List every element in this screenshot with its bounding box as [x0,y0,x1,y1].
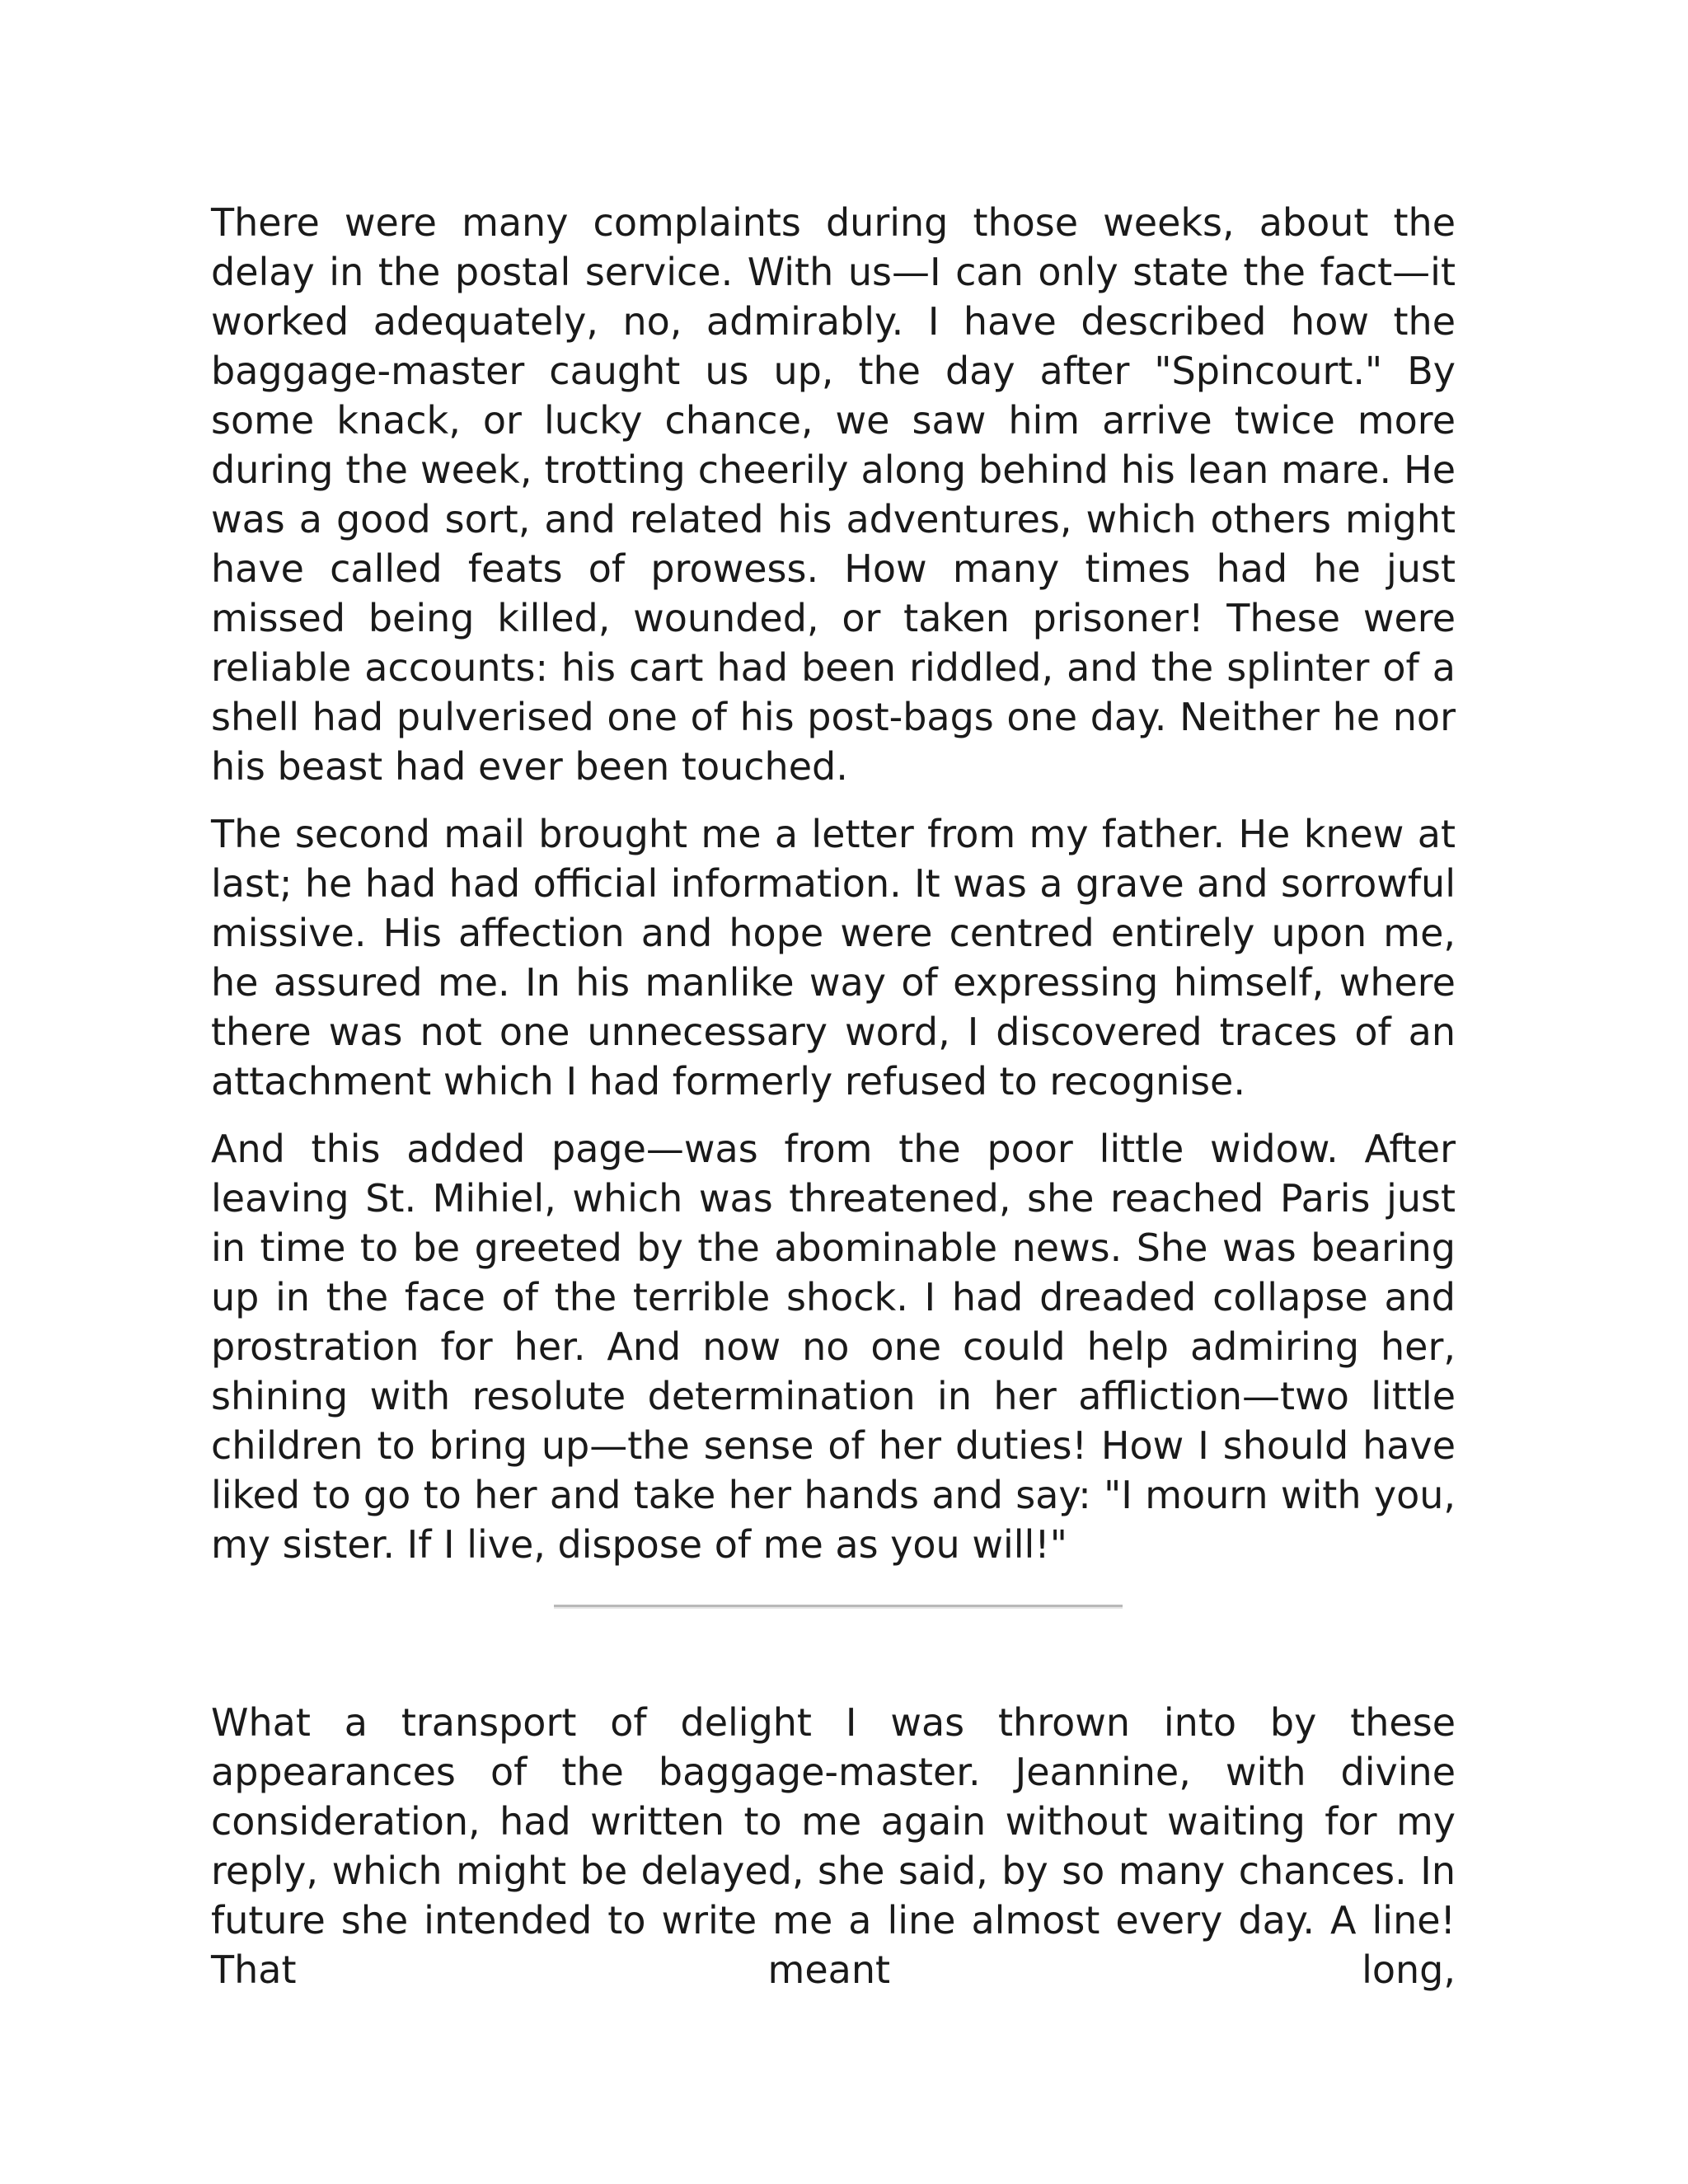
paragraph-father-letter: The second mail brought me a letter from my father. He knew at last; he had had official information. It was a grave and sorrowful missive. His affection and hope were centred entirely upon me, he assured me. In his manlike way of expressing himself, where there was not one unnecessary word, I discovered traces of an attachment which I had formerly refused to recognise. [211,812,1456,1104]
section-two [211,1698,1456,2013]
paragraph-widow-letter: And this added page—was from the poor little widow. After leaving St. Mihiel, which was threatened, she reached Paris just in time to be greeted by the abominable news. She was bearing up in the face of the terrible shock. I had dreaded collapse and prostration for her. And now no one could help admiring her, shining with resolute determination in her affliction—two little children to bring up—the sense of her duties! How I should have liked to go to her and take her hands and say: "I mourn with you, my sister. If I live, dispose of me as you will!" [211,1127,1456,1567]
paragraph-baggage-master-delight: What a transport of delight I was thrown into by these appearances of the baggage-master. Jeannine, with divine consideration, had written to me again without waiting for my reply, which might be delayed, she said, by so many chances. In future she intended to write me a line almost every day. A line! That meant long, [211,1700,1456,1992]
section-one [211,198,1456,1587]
section-divider [554,1605,1123,1609]
paragraph-postal-service: There were many complaints during those weeks, about the delay in the postal service. With us—I can only state the fact—it worked adequately, no, admirably. I have described how the baggage-master caught us up, the day after "Spincourt." By some knack, or lucky chance, we saw him arrive twice more during the week, trotting cheerily along behind his lean mare. He was a good sort, and related his adventures, which others might have called feats of prowess. How many times had he just missed being killed, wounded, or taken prisoner! These were reliable accounts: his cart had been riddled, and the splinter of a shell had pulverised one of his post-bags one day. Neither he nor his beast had ever been touched. [211,200,1456,789]
